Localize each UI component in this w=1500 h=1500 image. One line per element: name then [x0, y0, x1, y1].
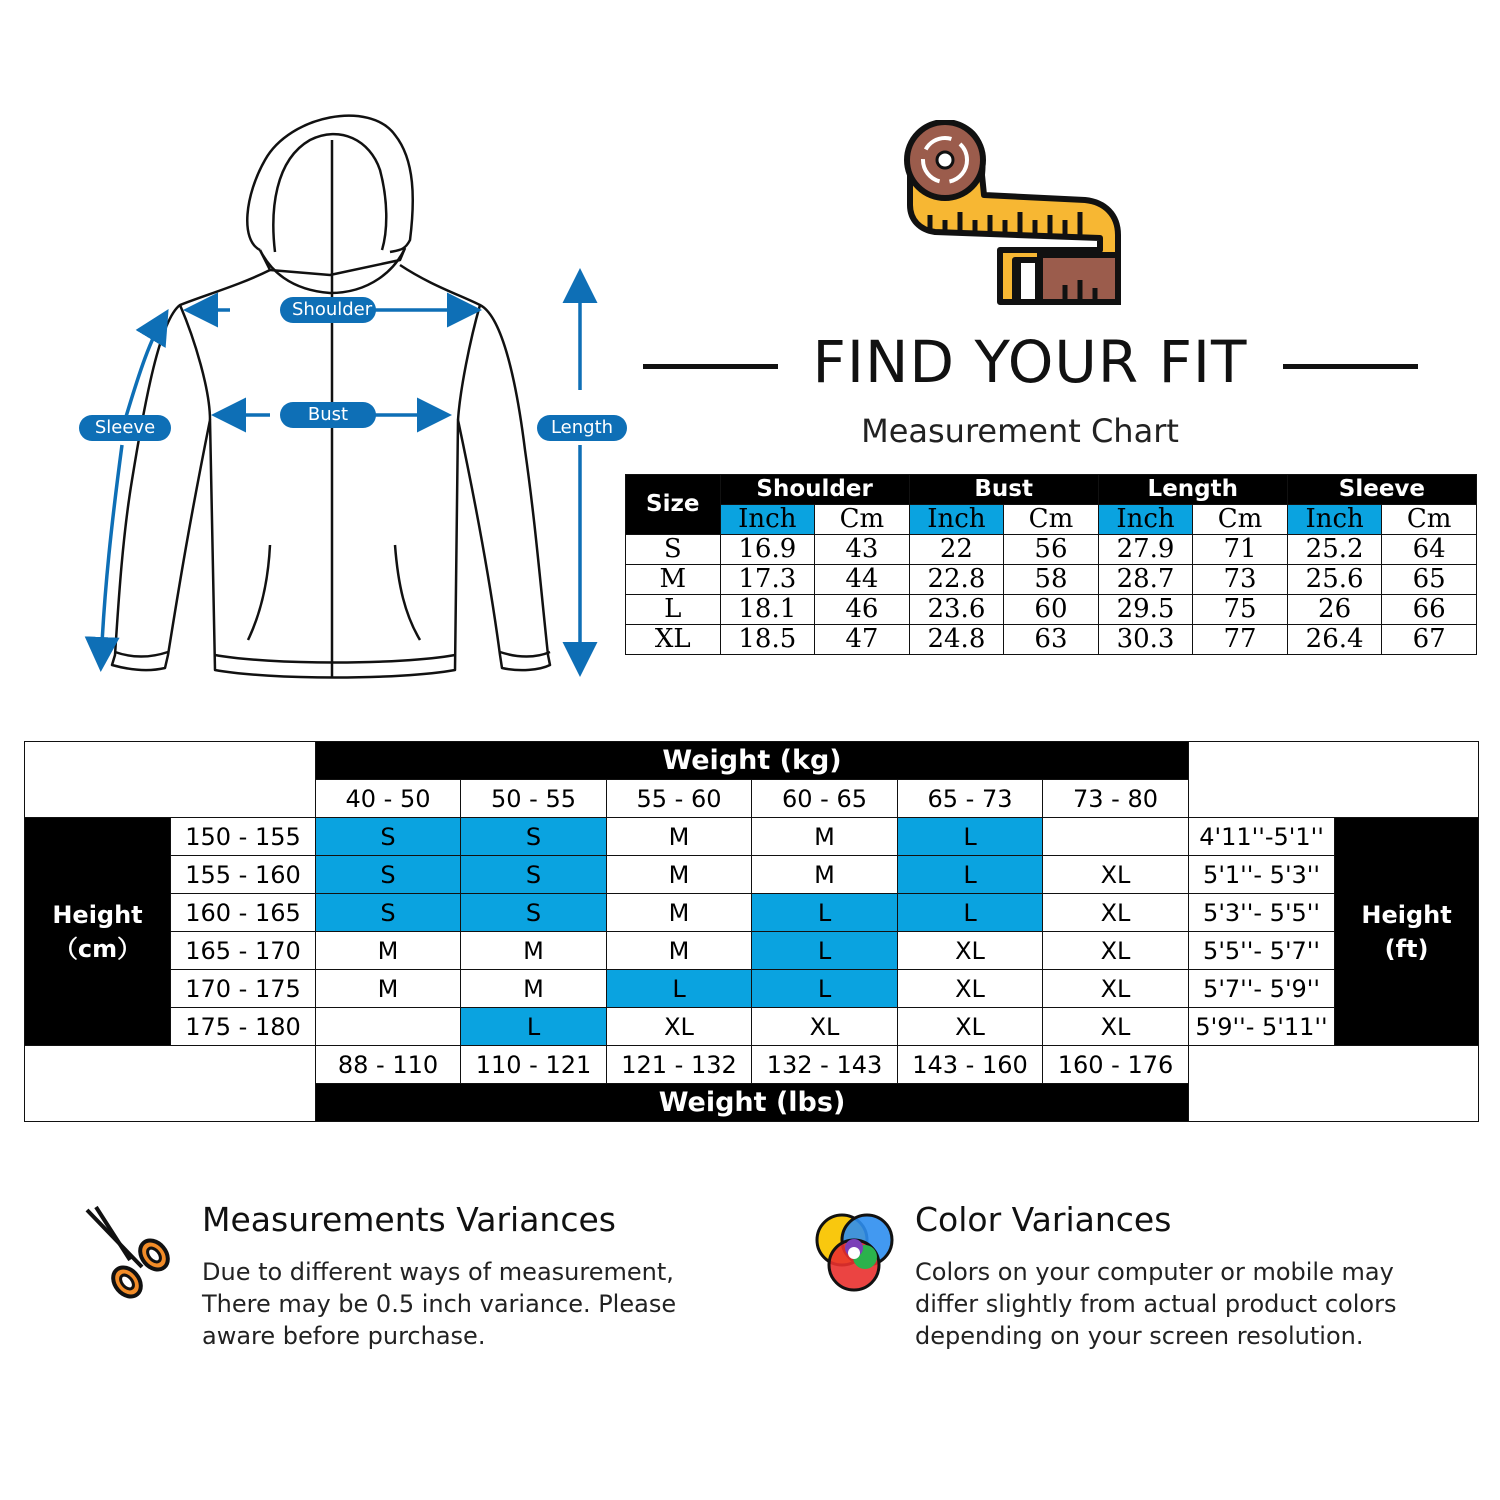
size-cell: M — [752, 818, 898, 856]
size-cell: XL — [1043, 970, 1189, 1008]
height-cm-cell: 160 - 165 — [171, 894, 316, 932]
value-cell: 22.8 — [909, 565, 1004, 595]
size-header: Size — [626, 475, 721, 535]
size-cell — [1043, 818, 1189, 856]
size-guide-row — [25, 1008, 1479, 1046]
tape-measure-icon — [900, 120, 1125, 310]
value-cell: 28.7 — [1098, 565, 1193, 595]
height-ft-unit: (ft) — [1384, 934, 1429, 963]
height-cm-cell: 165 - 170 — [171, 932, 316, 970]
size-cell: S — [626, 535, 721, 565]
weight-kg-cell: 50 - 55 — [461, 780, 607, 818]
size-cell: M — [607, 894, 752, 932]
page-title: FIND YOUR FIT — [812, 328, 1248, 396]
size-cell: M — [607, 932, 752, 970]
size-cell: XL — [1043, 894, 1189, 932]
weight-kg-cell: 40 - 50 — [316, 780, 461, 818]
value-cell: 26 — [1287, 595, 1382, 625]
value-cell: 26.4 — [1287, 625, 1382, 655]
value-cell: 63 — [1004, 625, 1099, 655]
value-cell: 71 — [1193, 535, 1288, 565]
size-guide-row — [25, 932, 1479, 970]
value-cell: 56 — [1004, 535, 1099, 565]
value-cell: 25.6 — [1287, 565, 1382, 595]
sleeve-label: Sleeve — [79, 415, 171, 441]
value-cell: 29.5 — [1098, 595, 1193, 625]
height-cm-header — [25, 818, 171, 1046]
size-cell: S — [461, 818, 607, 856]
height-cm-label: Height — [52, 900, 143, 929]
color-circles-icon — [812, 1210, 897, 1295]
value-cell: 73 — [1193, 565, 1288, 595]
size-cell: L — [898, 818, 1043, 856]
size-cell: M — [626, 565, 721, 595]
note-line: Due to different ways of measurement, — [202, 1258, 674, 1286]
corner-cell — [1189, 1046, 1479, 1122]
value-cell: 25.2 — [1287, 535, 1382, 565]
value-cell: 60 — [1004, 595, 1099, 625]
size-cell — [316, 1008, 461, 1046]
height-cm-cell: 170 - 175 — [171, 970, 316, 1008]
value-cell: 24.8 — [909, 625, 1004, 655]
weight-lbs-cell: 110 - 121 — [461, 1046, 607, 1084]
value-cell: 30.3 — [1098, 625, 1193, 655]
size-cell: M — [752, 856, 898, 894]
value-cell: 18.5 — [720, 625, 815, 655]
jacket-diagram — [70, 100, 650, 700]
group-header-shoulder: Shoulder — [720, 475, 909, 505]
size-cell: L — [607, 970, 752, 1008]
size-cell: S — [316, 856, 461, 894]
color-note-text — [915, 1256, 1396, 1352]
size-cell: S — [316, 894, 461, 932]
height-cm-cell: 155 - 160 — [171, 856, 316, 894]
size-cell: L — [752, 970, 898, 1008]
weight-kg-cell: 65 - 73 — [898, 780, 1043, 818]
jacket-outline-icon — [70, 100, 650, 700]
title-rule-left — [643, 364, 778, 369]
height-cm-cell: 150 - 155 — [171, 818, 316, 856]
value-cell: 44 — [815, 565, 910, 595]
value-cell: 75 — [1193, 595, 1288, 625]
color-note-title: Color Variances — [915, 1200, 1172, 1239]
note-line: aware before purchase. — [202, 1322, 486, 1350]
size-guide-row — [25, 856, 1479, 894]
height-ft-cell: 5'9''- 5'11'' — [1189, 1008, 1335, 1046]
weight-lbs-title: Weight (lbs) — [316, 1084, 1189, 1122]
measurement-row — [626, 565, 1477, 595]
size-cell: L — [752, 932, 898, 970]
unit-inch: Inch — [720, 505, 815, 535]
measurement-note-text — [202, 1256, 676, 1352]
group-header-length: Length — [1098, 475, 1287, 505]
weight-lbs-cell: 121 - 132 — [607, 1046, 752, 1084]
height-ft-header — [1335, 818, 1479, 1046]
value-cell: 47 — [815, 625, 910, 655]
size-cell: L — [898, 894, 1043, 932]
note-line: There may be 0.5 inch variance. Please — [202, 1290, 677, 1318]
corner-cell — [1189, 742, 1479, 818]
weight-kg-cell: 73 - 80 — [1043, 780, 1189, 818]
corner-cell — [25, 742, 316, 818]
value-cell: 27.9 — [1098, 535, 1193, 565]
size-cell: L — [898, 856, 1043, 894]
measurement-row — [626, 535, 1477, 565]
size-cell: XL — [1043, 1008, 1189, 1046]
value-cell: 65 — [1382, 565, 1477, 595]
value-cell: 17.3 — [720, 565, 815, 595]
scissors-icon — [82, 1205, 172, 1300]
height-cm-cell: 175 - 180 — [171, 1008, 316, 1046]
value-cell: 43 — [815, 535, 910, 565]
measurement-note-title: Measurements Variances — [202, 1200, 616, 1239]
size-cell: M — [607, 856, 752, 894]
size-cell: M — [607, 818, 752, 856]
value-cell: 46 — [815, 595, 910, 625]
corner-cell — [25, 1046, 316, 1122]
shoulder-label: Shoulder — [280, 297, 376, 323]
weight-kg-cell: 55 - 60 — [607, 780, 752, 818]
height-ft-cell: 5'1''- 5'3'' — [1189, 856, 1335, 894]
size-cell: XL — [1043, 932, 1189, 970]
size-cell: S — [461, 856, 607, 894]
value-cell: 18.1 — [720, 595, 815, 625]
measurement-table — [625, 474, 1477, 655]
weight-lbs-row — [25, 1046, 1479, 1084]
size-cell: S — [316, 818, 461, 856]
title-rule-right — [1283, 364, 1418, 369]
unit-inch: Inch — [1098, 505, 1193, 535]
note-line: differ slightly from actual product colors — [915, 1290, 1397, 1318]
size-cell: L — [626, 595, 721, 625]
unit-cm: Cm — [1193, 505, 1288, 535]
size-cell: XL — [1043, 856, 1189, 894]
size-guide-rows — [25, 818, 1479, 1046]
size-cell: M — [316, 932, 461, 970]
size-cell: M — [461, 932, 607, 970]
size-cell: M — [461, 970, 607, 1008]
note-line: Colors on your computer or mobile may — [915, 1258, 1394, 1286]
measurement-rows — [626, 535, 1477, 655]
value-cell: 23.6 — [909, 595, 1004, 625]
weight-lbs-cell: 160 - 176 — [1043, 1046, 1189, 1084]
size-cell: XL — [626, 625, 721, 655]
size-cell: XL — [752, 1008, 898, 1046]
unit-cm: Cm — [1004, 505, 1099, 535]
height-ft-cell: 5'5''- 5'7'' — [1189, 932, 1335, 970]
value-cell: 58 — [1004, 565, 1099, 595]
size-guide-row — [25, 970, 1479, 1008]
unit-inch: Inch — [909, 505, 1004, 535]
group-header-sleeve: Sleeve — [1287, 475, 1476, 505]
unit-cm: Cm — [1382, 505, 1477, 535]
length-label: Length — [537, 415, 627, 441]
page-subtitle: Measurement Chart — [861, 412, 1179, 450]
weight-kg-cell: 60 - 65 — [752, 780, 898, 818]
unit-cm: Cm — [815, 505, 910, 535]
weight-lbs-cell: 88 - 110 — [316, 1046, 461, 1084]
value-cell: 67 — [1382, 625, 1477, 655]
measurement-row — [626, 595, 1477, 625]
value-cell: 22 — [909, 535, 1004, 565]
value-cell: 77 — [1193, 625, 1288, 655]
weight-lbs-cell: 132 - 143 — [752, 1046, 898, 1084]
weight-lbs-cell: 143 - 160 — [898, 1046, 1043, 1084]
measurement-row — [626, 625, 1477, 655]
size-cell: L — [752, 894, 898, 932]
value-cell: 64 — [1382, 535, 1477, 565]
size-guide-row — [25, 894, 1479, 932]
size-cell: XL — [607, 1008, 752, 1046]
height-cm-unit: （cm） — [53, 934, 142, 963]
height-ft-cell: 4'11''-5'1'' — [1189, 818, 1335, 856]
height-ft-label: Height — [1361, 900, 1452, 929]
group-header-bust: Bust — [909, 475, 1098, 505]
value-cell: 16.9 — [720, 535, 815, 565]
size-guide-row — [25, 818, 1479, 856]
height-ft-cell: 5'3''- 5'5'' — [1189, 894, 1335, 932]
height-ft-cell: 5'7''- 5'9'' — [1189, 970, 1335, 1008]
note-line: depending on your screen resolution. — [915, 1322, 1364, 1350]
bust-label: Bust — [280, 402, 376, 428]
size-guide-table — [24, 741, 1479, 1122]
size-cell: XL — [898, 970, 1043, 1008]
unit-inch: Inch — [1287, 505, 1382, 535]
size-cell: M — [316, 970, 461, 1008]
size-cell: XL — [898, 932, 1043, 970]
size-cell: S — [461, 894, 607, 932]
size-cell: L — [461, 1008, 607, 1046]
size-cell: XL — [898, 1008, 1043, 1046]
value-cell: 66 — [1382, 595, 1477, 625]
weight-kg-title: Weight (kg) — [316, 742, 1189, 780]
